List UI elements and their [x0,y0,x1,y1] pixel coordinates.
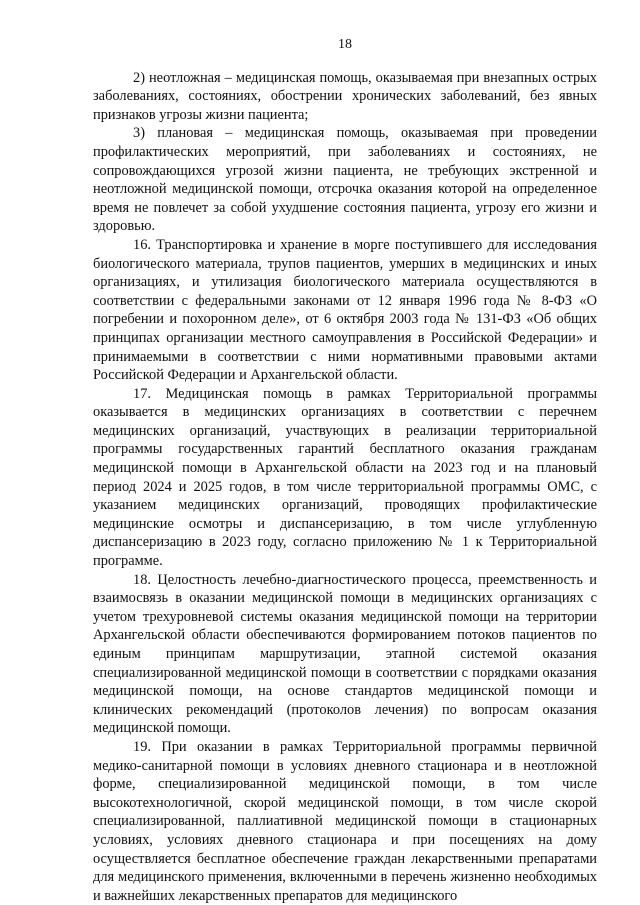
paragraph-planned-care: 3) плановая – медицинская помощь, оказываемая при проведении профилактических мероприятий, при заболеваниях и состояниях, не сопровождающихся угрозой жизни пациента, не требующих экстренной и неотложной медицинской помощи, отсрочка оказания которой на определенное время не повлечет за собой ухудшение состояния пациента, угрозу его жизни и здоровью. [93,125,597,235]
document-page [93,36,597,905]
page-number: 18 [338,37,352,52]
paragraph-18-treatment-process: 18. Целостность лечебно-диагностического процесса, преемственность и взаимосвязь в оказании медицинской помощи в медицинских организациях с учетом трехуровневой системы оказания медицинской помощи на территории Архангельской области обеспечиваются формированием потоков пациентов по единым принципам маршрутизации, этапной системой оказания специализированной медицинской помощи в соответствии с порядками оказания медицинской помощи, на основе стандартов медицинской помощи и клинических рекомендаций (протоколов лечения) по вопросам оказания медицинской помощи. [93,571,597,737]
paragraph-17-medical-organizations: 17. Медицинская помощь в рамках Территориальной программы оказывается в медицинских организациях в соответствии с перечнем медицинских организаций, участвующих в реализации территориальной программы государственных гарантий бесплатного оказания гражданам медицинской помощи в Архангельской области на 2023 год и на плановый период 2024 и 2025 годов, в том числе территориальной программы ОМС, с указанием медицинских организаций, проводящих профилактические медицинские осмотры и диспансеризацию, в том числе углубленную диспансеризацию в 2023 году, согласно приложению № 1 к Территориальной программе. [93,385,597,570]
paragraph-16-morgue-transport: 16. Транспортировка и хранение в морге поступившего для исследования биологического материала, трупов пациентов, умерших в медицинских и иных организациях, и утилизация биологического материала осуществляются в соответствии с федеральными законами от 12 января 1996 года № 8-ФЗ «О погребении и похоронном деле», от 6 октября 2003 года № 131-ФЗ «Об общих принципах организации местного самоуправления в Российской Федерации» и принимаемыми в соответствии с ними нормативными правовыми актами Российской Федерации и Архангельской области. [93,236,597,384]
paragraph-urgent-care: 2) неотложная – медицинская помощь, оказываемая при внезапных острых заболеваниях, состояниях, обострении хронических заболеваний, без явных признаков угрозы жизни пациента; [93,69,597,123]
paragraph-19-drug-provision: 19. При оказании в рамках Территориальной программы первичной медико-санитарной помощи в условиях дневного стационара и в неотложной форме, специализированной медицинской помощи, в том числе высокотехнологичной, скорой медицинской помощи, в том числе скорой специализированной, паллиативной медицинской помощи в стационарных условиях, условиях дневного стационара и при посещениях на дому осуществляется бесплатное обеспечение граждан лекарственными препаратами для медицинского применения, включенными в перечень жизненно необходимых и важнейших лекарственных препаратов для медицинского [93,738,597,904]
